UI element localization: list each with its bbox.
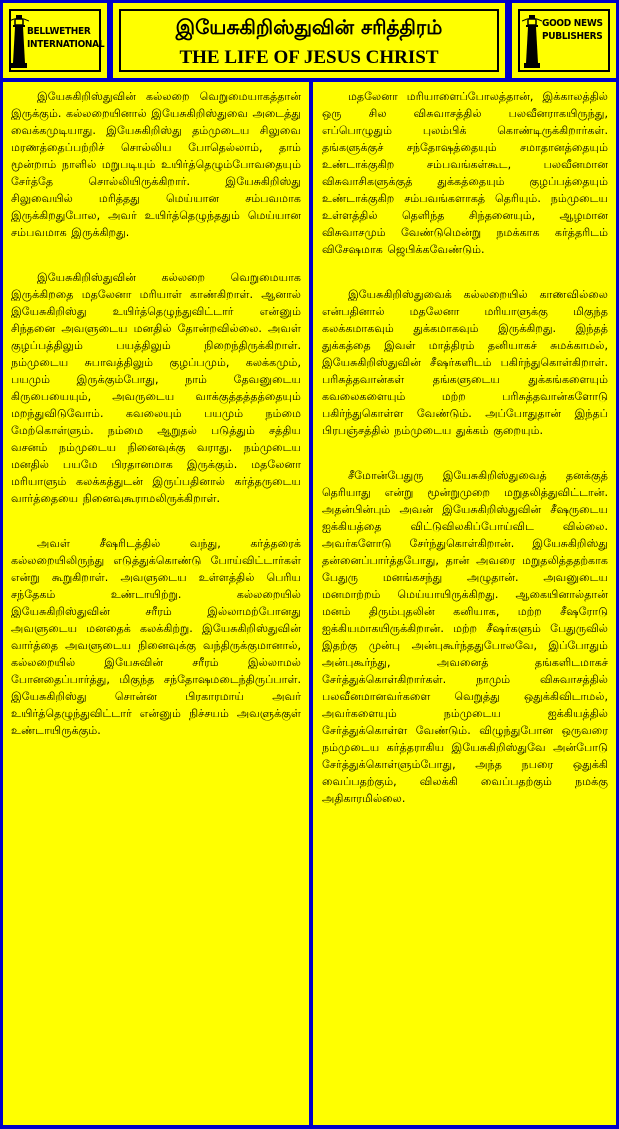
- good-news-logo: [512, 3, 616, 78]
- title-tamil: இயேசுகிறிஸ்துவின் சரித்திரம்: [175, 15, 443, 39]
- logo-name: [27, 25, 104, 51]
- lighthouse-icon: [9, 13, 29, 71]
- logo-name: [542, 17, 603, 43]
- logo-line2: INTERNATIONAL: [27, 39, 105, 50]
- paragraph: சீமோன்பேதுரு இயேசுகிறிஸ்துவைத் தனக்குத் தெரியாது என்று மூன்றுமுறை மறுதலித்துவிட்டான். அதன்பின்பும் அவன் இயேசுகிறிஸ்துவின் சீஷருடைய ஐக்கியத்தை விட்டுவிலகிப்போய்விட வில்லை. அவர்களோடு சேர்ந்துகொள்கிறான். இயேசுகிறிஸ்து தன்னைப்பார்த்தபோது, தான் அவரை மறுதலித்ததற்காக பேதுரு மனங்கசந்து அழுதான். அவனுடைய மனமாற்றம் மெய்யாயிருக்கிறது. ஆகையினால்தான் மனம் திரும்புதலின் கனியாக, மற்ற சீஷரோடு ஐக்கியமாகயிருக்கிறான். மற்ற சீஷர்களும் பேதுருவில் இதற்கு முன்பு அன்புகூர்ந்ததுபோலவே, இப்போதும் அன்புகூர்ந்து, அவனைத் தங்களிடமாகச் சேர்த்துக்கொள்கிறார்கள். நாமும் விசுவாசத்தில் பலவீனமானவர்களை வெறுத்து ஒதுக்கிவிடாமல், அவர்களையும் நம்முடைய ஐக்கியத்தில் சேர்த்துக்கொள்ள வேண்டும். விழுந்துபோன ஒருவரை நம்முடைய கர்த்தராகிய இயேசுகிறிஸ்துவே அன்போடு சேர்த்துக்கொள்ளும்போது, அந்த நபரை ஒதுக்கி வைப்பதற்கும், விலக்கி வைப்பதற்கும் நமக்கு அதிகாரமில்லை.: [322, 469, 608, 805]
- logo-line1: BELLWETHER: [27, 26, 91, 37]
- logo-line2: PUBLISHERS: [542, 31, 603, 42]
- bellwether-logo: [3, 3, 107, 78]
- title-border: [119, 9, 499, 72]
- left-column: [3, 82, 309, 1125]
- paragraph: மதலேனா மரியாளைப்போலத்தான், இக்காலத்தில் ஒரு சில விசுவாசத்தில் பலவீனராகயிருந்து, எப்பொழுதும் புலம்பிக் கொண்டிருக்கிறார்கள். தங்களுக்குச் சந்தோஷத்தையும் சமாதானத்தையும் உண்டாக்குகிற சம்பவங்கள்கூட, பலவீனமான விசுவாசிகளுக்குத் துக்கத்தையும் குழப்பத்தையும் உண்டாக்குகிற சம்பவங்களாகத் தெரியும். நம்முடைய உள்ளத்தில் தெளிந்த சிந்தனையும், ஆழமான விசுவாசமும் வேண்டுமென்று நமக்காக கர்த்தரிடம் விசேஷமாக ஜெபிக்கவேண்டும்.: [322, 90, 608, 256]
- paragraph: அவள் சீஷரிடத்தில் வந்து, கர்த்தரைக் கல்லறையிலிருந்து எடுத்துக்கொண்டு போய்விட்டார்கள் என்று கூறுகிறாள். அவளுடைய உள்ளத்தில் பெரிய சந்தேகம் உண்டாயிற்று. கல்லறையில் இயேசுகிறிஸ்துவின் சரீரம் இல்லாமற்போனது அவளுடைய மனதைக் கலக்கிற்று. இயேசுகிறிஸ்துவின் வார்த்தை அவளுடைய நினைவுக்கு வந்திருக்குமானால், கல்லறையில் இயேசுவின் சரீரம் இல்லாமல் போனதைப்பார்த்து, மிகுந்த சந்தோஷமடைந்திருப்பாள். இயேசுகிறிஸ்து சொன்ன பிரகாரமாய் அவர் உயிர்த்தெழுந்துவிட்டார் என்னும் நிச்சயம் அவளுக்குள் உண்டாயிருக்கும்.: [11, 537, 301, 737]
- paragraph: இயேசுகிறிஸ்துவின் கல்லறை வெறுமையாக இருக்கிறதை மதலேனா மரியாள் காண்கிறாள். ஆனால் இயேசுகிறிஸ்து உயிர்த்தெழுந்துவிட்டார் என்னும் சிந்தனை அவளுடைய மனதில் தோன்றவில்லை. அவள் குழப்பத்திலும் பயத்திலும் நிறைந்திருக்கிறாள். நம்முடைய சுபாவத்திலும் குழப்பமும், கலக்கமும், பயமும் இருக்கும்போது, நாம் தேவனுடைய கிருபையையும், அவருடைய வாக்குத்தத்தத்தையும் மறந்துவிடுவோம். கவலையும் பயமும் நம்மை மேற்கொள்ளும். நம்மை ஆறுதல் படுத்தும் சத்திய வசனம் நம்முடைய நினைவுக்கு வராது. நம்முடைய மனதில் பயமே பிரதானமாக இருக்கும். மதலேனா மரியாளும் கலக்கத்துடன் இருப்பதினால் கர்த்தருடைய வார்த்தையை நினைவுகூராமலிருக்கிறாள்.: [11, 271, 301, 505]
- paragraph: இயேசுகிறிஸ்துவைக் கல்லறையில் காணவில்லை என்பதினால் மதலேனா மரியாளுக்கு மிகுந்த கலக்கமாகவும் துக்கமாகவும் இருக்கிறது. இந்தத் துக்கத்தை இவள் மாத்திரம் தனியாகச் சுமக்காமல், இயேசுகிறிஸ்துவின் சீஷர்களிடம் பகிர்ந்துகொள்கிறாள். பரிசுத்தவான்கள் தங்களுடைய துக்கங்களையும் கவலைகளையும் மற்ற பரிசுத்தவான்களோடு பகிர்ந்துகொள்ள வேண்டும். அப்போதுதான் இந்தப் பிரபஞ்சத்தில் நம்முடைய துக்கம் குறையும்.: [322, 288, 608, 437]
- lighthouse-icon: [522, 13, 542, 71]
- paragraph: இயேசுகிறிஸ்துவின் கல்லறை வெறுமையாகத்தான் இருக்கும். கல்லறையினால் இயேசுகிறிஸ்துவை அடைத்து வைக்கமுடியாது. இயேசுகிறிஸ்து தம்முடைய சிலுவை மரணத்தைப்பற்றிச் சொல்லிய போதெல்லாம், தாம் மூன்றாம் நாளில் மறுபடியும் உயிர்த்தெழும்போவதையும் சேர்த்தே சொல்லியிருக்கிறார். இயேசுகிறிஸ்து சிலுவையில் மரித்தது மெய்யான சம்பவமாக இருக்கிறதுபோல, அவர் உயிர்த்தெழுந்ததும் மெய்யான சம்பவமாக இருக்கிறது.: [11, 90, 301, 239]
- title-english: THE LIFE OF JESUS CHRIST: [179, 47, 439, 68]
- title-banner: [113, 3, 505, 78]
- logo-line1: GOOD NEWS: [542, 18, 603, 29]
- right-column: [313, 82, 616, 1125]
